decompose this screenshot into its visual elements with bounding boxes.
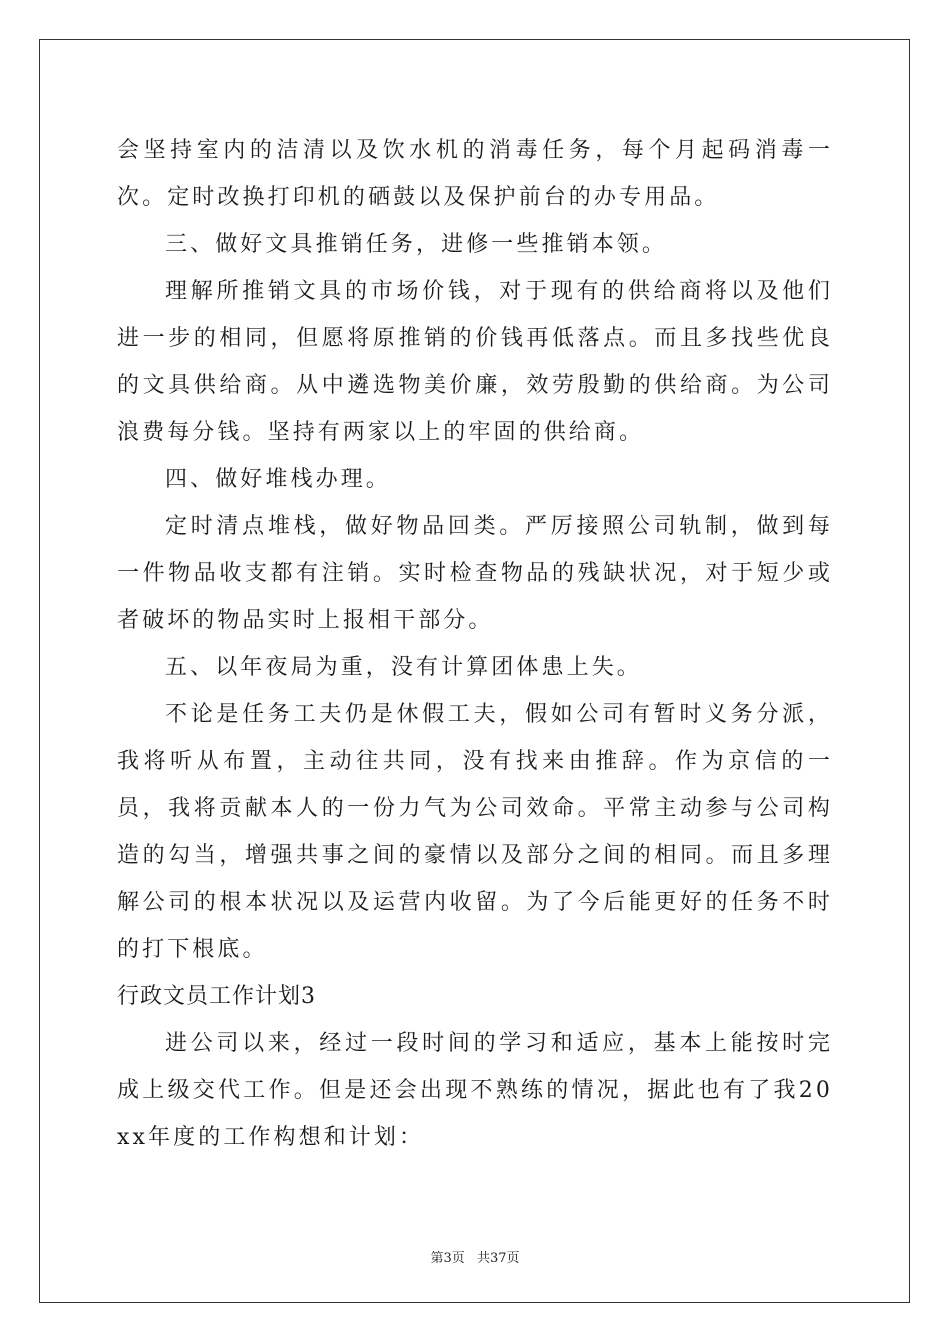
paragraph-teamwork: 不论是任务工夫仍是休假工夫，假如公司有暂时义务分派，我将听从布置，主动往共同，没有找来由推辞。作为京信的一员，我将贡献本人的一份力气为公司效命。平常主动参与公司构造的勾当，增强共事之间的豪情以及部分之间的相同。而且多理解公司的根本状况以及运营内收留。为了今后能更好的任务不时的打下根底。 [117,702,833,962]
document-section-title: 行政文员工作计划3 [117,984,316,1009]
page-number: 第3页 [430,1251,465,1266]
paragraph-purchasing: 理解所推销文具的市场价钱，对于现有的供给商将以及他们进一步的相同，但愿将原推销的价钱再低落点。而且多找些优良的文具供给商。从中遴选物美价廉，效劳殷勤的供给商。为公司浪费每分钱。坚持有两家以上的牢固的供给商。 [117,279,833,445]
paragraph-intro: 进公司以来，经过一段时间的学习和适应，基本上能按时完成上级交代工作。但是还会出现不熟练的情况，据此也有了我20xx年度的工作构想和计划： [117,1031,833,1150]
section-heading-4: 四、做好堆栈办理。 [165,467,391,492]
paragraph-continuation: 会坚持室内的洁清以及饮水机的消毒任务，每个月起码消毒一次。定时改换打印机的硒鼓以及保护前台的办专用品。 [117,138,833,210]
paragraph-warehouse: 定时清点堆栈，做好物品回类。严厉接照公司轨制，做到每一件物品收支都有注销。实时检查物品的残缺状况，对于短少或者破坏的物品实时上报相干部分。 [117,514,833,633]
section-heading-3: 三、做好文具推销任务，进修一些推销本领。 [165,232,668,257]
page-footer [0,1247,950,1266]
page-total: 共37页 [476,1251,520,1266]
document-body [117,127,833,1161]
section-heading-5: 五、以年夜局为重，没有计算团体患上失。 [165,655,642,680]
